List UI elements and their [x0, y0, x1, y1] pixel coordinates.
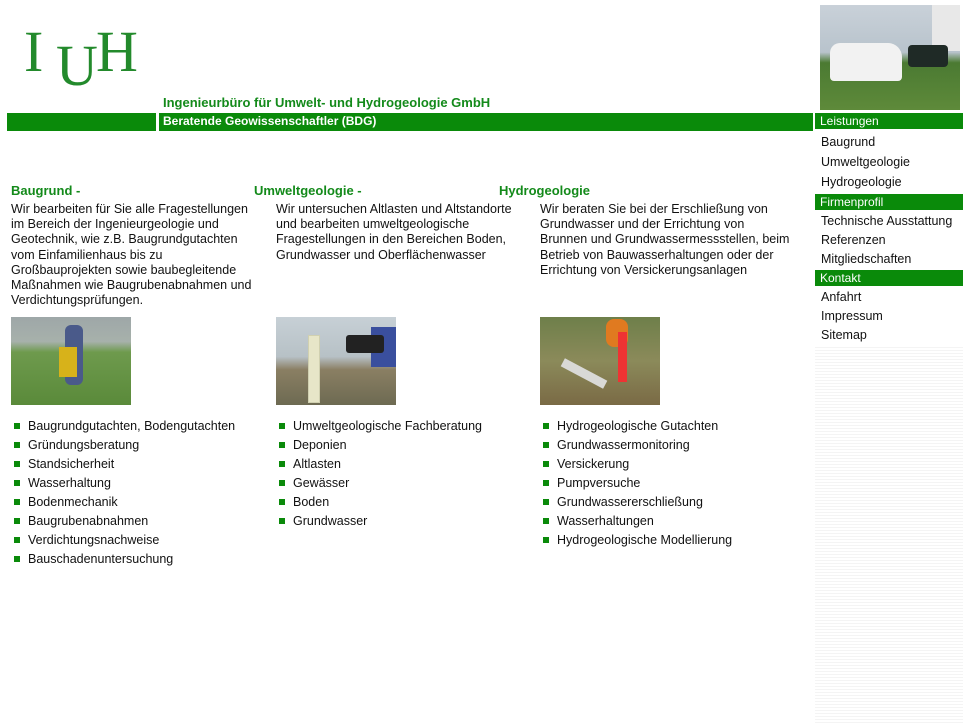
bullet-square-icon: [279, 442, 285, 448]
umweltgeologie-photo: [276, 317, 396, 405]
bullet-square-icon: [14, 442, 20, 448]
sidebar-item-mitgliedschaften[interactable]: Mitgliedschaften: [821, 252, 912, 266]
description-line: Grundwasser und der Errichtung von: [540, 217, 745, 232]
list-item: [540, 436, 732, 455]
list-item-label: Grundwasser: [293, 514, 368, 528]
meter-shape: [346, 335, 384, 353]
list-item: [11, 474, 235, 493]
bullet-square-icon: [543, 518, 549, 524]
list-item-label: Hydrogeologische Modellierung: [557, 533, 733, 547]
bullet-square-icon: [543, 442, 549, 448]
description-line: im Bereich der Ingenieurgeologie und: [11, 217, 219, 232]
umweltgeologie-title: Umweltgeologie -: [254, 183, 362, 198]
bullet-square-icon: [543, 423, 549, 429]
description-line: Fragestellungen in den Bereichen Boden,: [276, 232, 507, 247]
sample-bottle-shape: [308, 335, 320, 403]
description-line: Maßnahmen wie Baugrubenabnahmen und: [11, 278, 252, 293]
sidebar-item-sitemap[interactable]: Sitemap: [821, 328, 867, 342]
list-item: [276, 474, 482, 493]
tagline: Beratende Geowissenschaftler (BDG): [163, 114, 377, 128]
list-item-label: Grundwassererschließung: [557, 495, 703, 509]
logo-letter: I: [24, 19, 44, 84]
description-line: und bearbeiten umweltgeologische: [276, 217, 470, 232]
description-line: Wir beraten Sie bei der Erschließung von: [540, 202, 768, 216]
description-line: Wir untersuchen Altlasten und Altstandorte: [276, 202, 512, 216]
sidebar-item-baugrund[interactable]: Baugrund: [821, 135, 876, 149]
baugrund-list: [11, 417, 235, 569]
list-item: [540, 455, 732, 474]
list-item: [11, 531, 235, 550]
header-bar: [7, 113, 813, 131]
bullet-square-icon: [543, 499, 549, 505]
description-line: Großbauprojekten sowie baubegleitende: [11, 262, 237, 277]
list-item: [540, 531, 732, 550]
jackhammer-shape: [59, 347, 77, 377]
list-item: [11, 417, 235, 436]
sidebar-item-hydrogeologie[interactable]: Hydrogeologie: [821, 175, 902, 189]
pipe-shape: [561, 358, 608, 388]
bullet-square-icon: [14, 518, 20, 524]
list-item: [276, 455, 482, 474]
list-item: [276, 417, 482, 436]
list-item: [540, 493, 732, 512]
well-post-shape: [618, 332, 627, 382]
list-item-label: Umweltgeologische Fachberatung: [293, 419, 482, 433]
list-item-label: Boden: [293, 495, 330, 509]
list-item-label: Versickerung: [557, 457, 630, 471]
baugrund-description: [11, 202, 251, 308]
logo-letter: H: [96, 19, 138, 84]
umweltgeologie-list: [276, 417, 482, 531]
description-line: Grundwasser und Oberflächenwasser: [276, 247, 486, 262]
bullet-square-icon: [279, 461, 285, 467]
list-item: [276, 436, 482, 455]
list-item-label: Wasserhaltung: [28, 476, 111, 490]
list-item-label: Baugrubenabnahmen: [28, 514, 149, 528]
description-line: vom Einfamilienhaus bis zu: [11, 247, 163, 262]
bullet-square-icon: [14, 556, 20, 562]
sidebar-item-anfahrt[interactable]: Anfahrt: [821, 290, 862, 304]
list-item-label: Hydrogeologische Gutachten: [557, 419, 719, 433]
company-logo[interactable]: [22, 18, 152, 96]
bullet-square-icon: [279, 423, 285, 429]
company-name: Ingenieurbüro für Umwelt- und Hydrogeologie GmbH: [163, 95, 491, 110]
description-line: Wir bearbeiten für Sie alle Fragestellungen: [11, 202, 248, 216]
truck-shape: [908, 45, 948, 67]
list-item-label: Altlasten: [293, 457, 341, 471]
list-item-label: Bauschadenuntersuchung: [28, 552, 174, 566]
list-item: [11, 493, 235, 512]
list-item-label: Gründungsberatung: [28, 438, 140, 452]
list-item: [11, 512, 235, 531]
hydrogeologie-title: Hydrogeologie: [499, 183, 591, 198]
baugrund-photo: [11, 317, 131, 405]
list-item: [276, 512, 482, 531]
van-shape: [830, 43, 902, 81]
list-item-label: Pumpversuche: [557, 476, 641, 490]
sidebar-heading-kontakt[interactable]: Kontakt: [815, 270, 963, 286]
list-item-label: Bodenmechanik: [28, 495, 118, 509]
list-item-label: Verdichtungsnachweise: [28, 533, 160, 547]
list-item-label: Baugrundgutachten, Bodengutachten: [28, 419, 236, 433]
logo-letter: U: [56, 33, 98, 98]
list-item: [11, 550, 235, 569]
list-item-label: Standsicherheit: [28, 457, 115, 471]
description-line: Brunnen und Grundwassermessstellen, beim: [540, 232, 790, 247]
list-item: [11, 436, 235, 455]
sidebar-item-technische-ausstattung[interactable]: Technische Ausstattung: [821, 214, 953, 228]
bullet-square-icon: [14, 480, 20, 486]
sidebar-item-impressum[interactable]: Impressum: [821, 309, 883, 323]
bullet-square-icon: [279, 480, 285, 486]
sidebar-item-umweltgeologie[interactable]: Umweltgeologie: [821, 155, 910, 169]
description-line: Verdichtungsprüfungen.: [11, 293, 144, 308]
sidebar-heading-firmenprofil[interactable]: Firmenprofil: [815, 194, 963, 210]
bullet-square-icon: [543, 461, 549, 467]
list-item: [540, 417, 732, 436]
bullet-square-icon: [543, 537, 549, 543]
vehicles-photo: [820, 5, 960, 110]
bullet-square-icon: [279, 499, 285, 505]
hydrogeologie-list: [540, 417, 732, 550]
hydrogeologie-photo: [540, 317, 660, 405]
bullet-square-icon: [14, 537, 20, 543]
hydrogeologie-description: [540, 202, 789, 278]
baugrund-title: Baugrund -: [11, 183, 81, 198]
header-bar-divider: [156, 113, 159, 131]
list-item: [276, 493, 482, 512]
umweltgeologie-description: [276, 202, 512, 263]
list-item: [11, 455, 235, 474]
list-item-label: Gewässer: [293, 476, 350, 490]
list-item-label: Grundwassermonitoring: [557, 438, 690, 452]
description-line: Errichtung von Versickerungsanlagen: [540, 262, 748, 277]
bullet-square-icon: [14, 461, 20, 467]
sidebar-item-referenzen[interactable]: Referenzen: [821, 233, 886, 247]
bullet-square-icon: [14, 499, 20, 505]
bullet-square-icon: [543, 480, 549, 486]
sidebar-nav: [815, 113, 963, 723]
bullet-square-icon: [279, 518, 285, 524]
sidebar-heading-leistungen[interactable]: Leistungen: [815, 113, 963, 129]
bullet-square-icon: [14, 423, 20, 429]
list-item: [540, 474, 732, 493]
list-item: [540, 512, 732, 531]
list-item-label: Wasserhaltungen: [557, 514, 654, 528]
list-item-label: Deponien: [293, 438, 347, 452]
description-line: Geotechnik, wie z.B. Baugrundgutachten: [11, 232, 238, 247]
description-line: Betrieb von Bauwasserhaltungen oder der: [540, 247, 774, 262]
